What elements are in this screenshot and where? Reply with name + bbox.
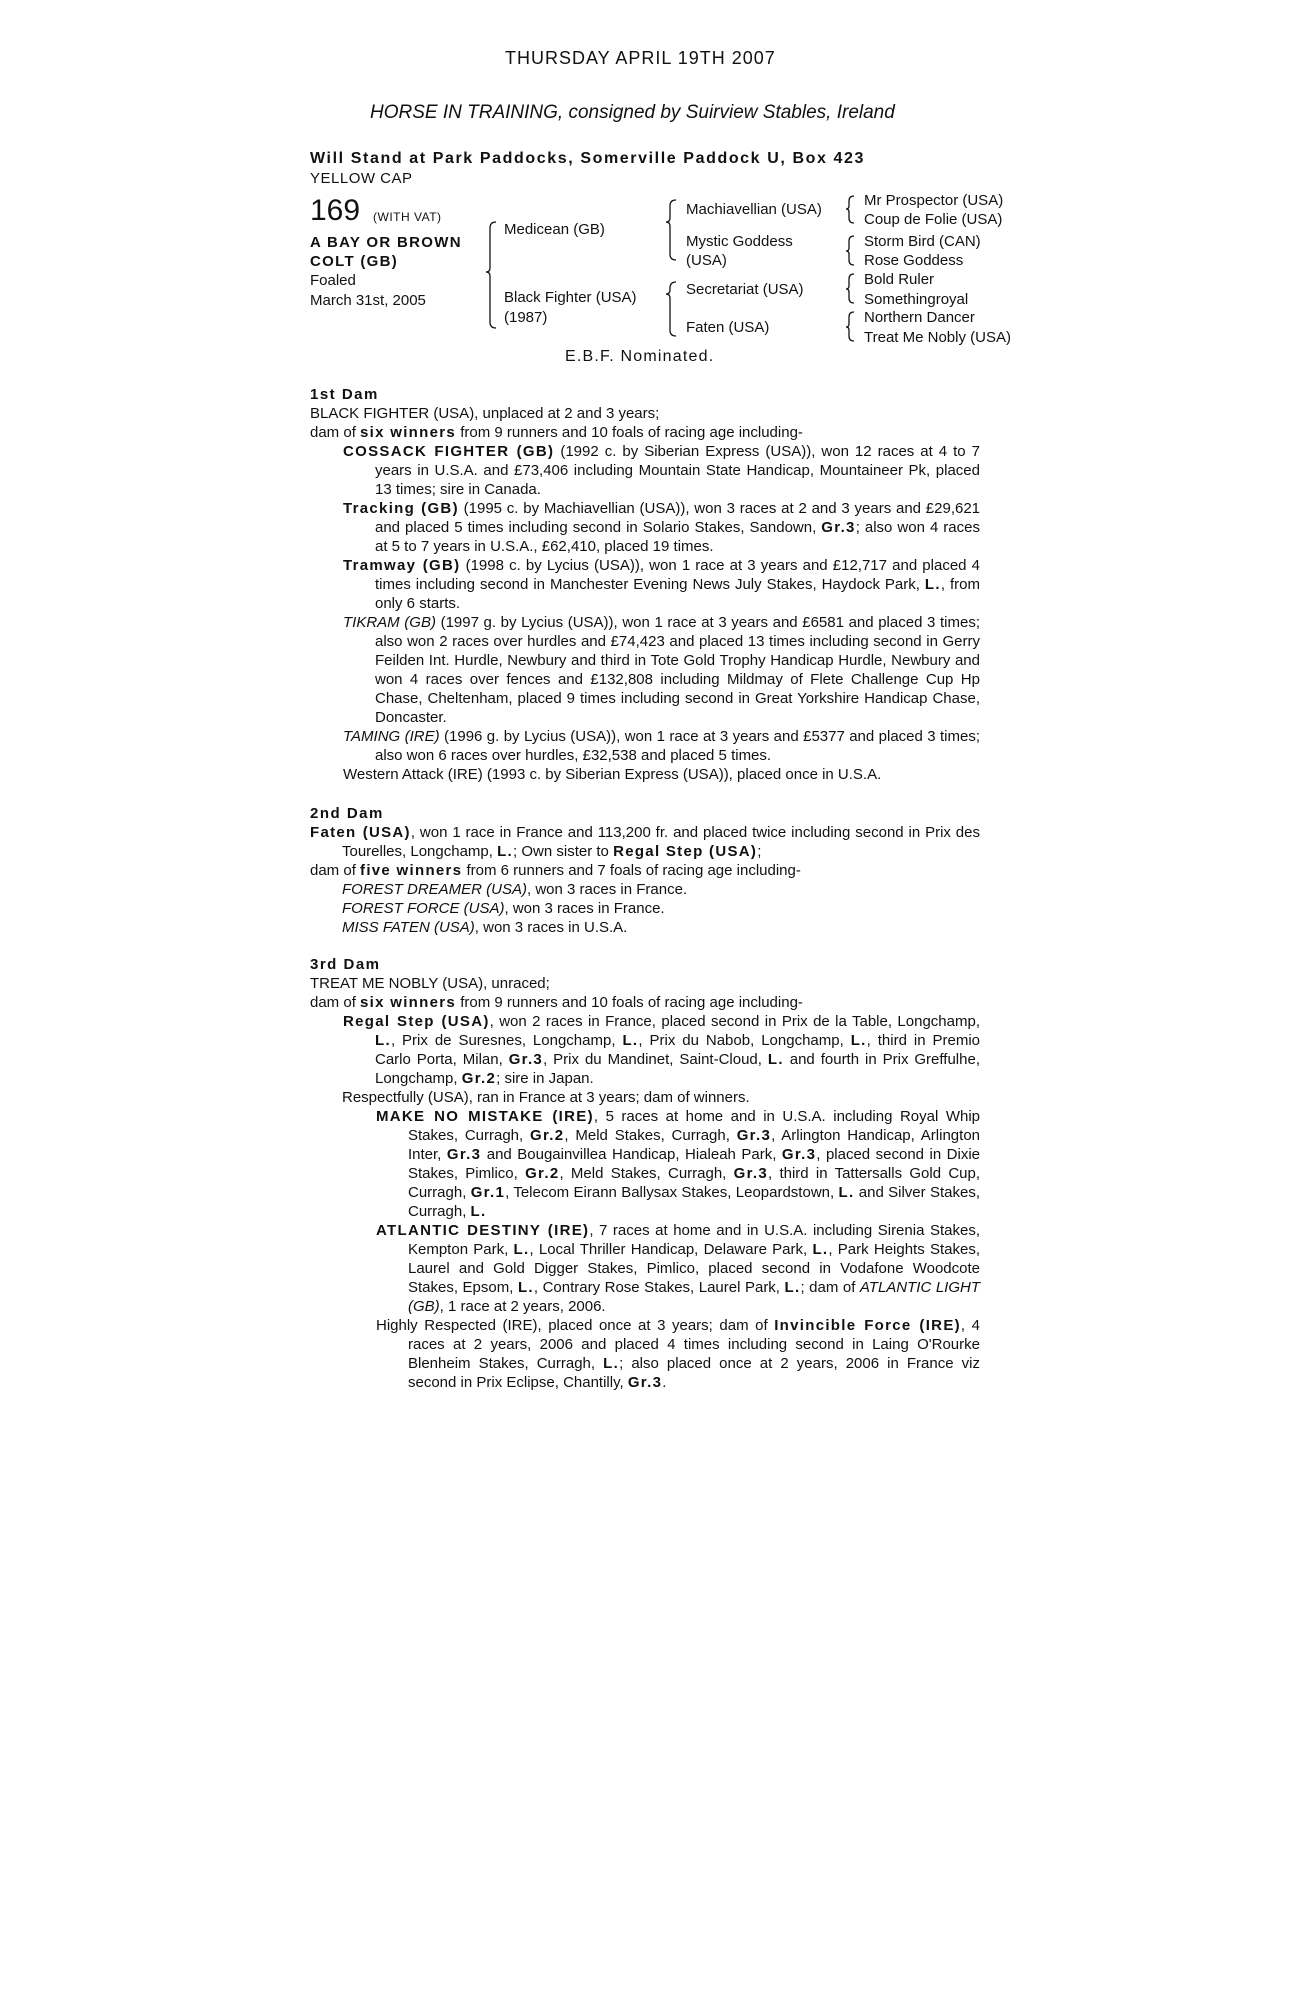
first-dam-heading: 1st Dam — [310, 386, 379, 403]
second-dam-line: Faten (USA), won 1 race in France and 113,200 fr. and placed twice including second in Prix des Tourelles, Longchamp, L.; Own sister to Regal Step (USA); — [310, 824, 980, 860]
pedigree-dss: Bold Ruler — [864, 271, 935, 288]
pedigree-dam-year: (1987) — [504, 309, 548, 326]
produce-entry: Western Attack (IRE) (1993 c. by Siberian Express (USA)), placed once in U.S.A. — [343, 766, 882, 783]
ebf-nominated: E.B.F. Nominated. — [565, 348, 715, 365]
pedigree-sss: Mr Prospector (USA) — [864, 192, 1004, 209]
pedigree-sire-dam-2: (USA) — [686, 252, 727, 269]
pedigree-braces — [0, 0, 1290, 360]
produce-entry: Highly Respected (IRE), placed once at 3 years; dam of Invincible Force (IRE), 4 races at 2 years, 2006 and placed 4 times including second in Laing O'Rourke Blenheim Stakes, Curragh, L.; also placed once at 2 years, 2006 in France viz second in Prix Eclipse, Chantilly, Gr.3. — [376, 1317, 980, 1391]
produce-entry: Respectfully (USA), ran in France at 3 years; dam of winners. — [342, 1089, 750, 1106]
produce-entry: FOREST DREAMER (USA), won 3 races in France. — [342, 881, 688, 898]
brace-dd — [846, 312, 854, 341]
first-dam-section — [310, 385, 980, 784]
cap-colour: YELLOW CAP — [310, 170, 413, 187]
produce-entry: Tracking (GB) (1995 c. by Machiavellian (USA)), won 3 races at 2 and 3 years and £29,621 and placed 5 times including second in Solario Stakes, Sandown, Gr.3; also won 4 races at 5 to 7 years in U.S.A., £62,410, placed 19 times. — [343, 500, 981, 555]
pedigree-dam-sire: Secretariat (USA) — [686, 281, 804, 298]
consignor-line: HORSE IN TRAINING, consigned by Suirview Stables, Ireland — [370, 102, 895, 123]
produce-entry: TAMING (IRE) (1996 g. by Lycius (USA)), won 1 race at 3 years and £5377 and placed 3 times; also won 6 races over hurdles, £32,538 and placed 5 times. — [343, 728, 980, 764]
first-dam-produce-line: dam of six winners from 9 runners and 10 foals of racing age including- — [310, 424, 803, 441]
third-dam-line: TREAT ME NOBLY (USA), unraced; — [310, 975, 550, 992]
pedigree-sdd: Rose Goddess — [864, 252, 964, 269]
brace-ds — [846, 274, 854, 303]
produce-entry: COSSACK FIGHTER (GB) (1992 c. by Siberian Express (USA)), won 12 races at 4 to 7 years in U.S.A. and £73,406 including Mountain State Handicap, Mountaineer Pk, placed 13 times; sire in Canada. — [343, 443, 980, 498]
pedigree-dds: Northern Dancer — [864, 309, 975, 326]
produce-entry: MISS FATEN (USA), won 3 races in U.S.A. — [342, 919, 628, 936]
stand-location: Will Stand at Park Paddocks, Somerville Paddock U, Box 423 — [310, 150, 866, 167]
second-dam-heading: 2nd Dam — [310, 805, 384, 822]
third-dam-produce-line: dam of six winners from 9 runners and 10 foals of racing age including- — [310, 994, 803, 1011]
produce-entry: Regal Step (USA), won 2 races in France, placed second in Prix de la Table, Longchamp, L., Prix de Suresnes, Longchamp, L., Prix du Nabob, Longchamp, L., third in Premio Carlo Porta, Milan, Gr.3, Prix du Mandinet, Saint-Cloud, L. and fourth in Prix Greffulhe, Longchamp, Gr.2; sire in Japan. — [343, 1013, 980, 1087]
pedigree-ddd: Treat Me Nobly (USA) — [864, 329, 1011, 346]
lot-number: 169 — [310, 194, 361, 227]
pedigree-dam: Black Fighter (USA) — [504, 289, 637, 306]
foaled-label: Foaled — [310, 272, 356, 289]
produce-entry: ATLANTIC DESTINY (IRE), 7 races at home and in U.S.A. including Sirenia Stakes, Kempton Park, L., Local Thriller Handicap, Delaware Park, L., Park Heights Stakes, Laurel and Gold Digger Stakes, Pimlico, placed second in Vodafone Woodcote Stakes, Epsom, L., Contrary Rose Stakes, Laurel Park, L.; dam of ATLANTIC LIGHT (GB), 1 race at 2 years, 2006. — [376, 1222, 981, 1315]
brace-main — [486, 222, 496, 328]
produce-entry: Tramway (GB) (1998 c. by Lycius (USA)), won 1 race at 3 years and £12,717 and placed 4 times including second in Manchester Evening News July Stakes, Haydock Park, L., from only 6 starts. — [343, 557, 980, 612]
third-dam-section — [310, 955, 980, 1392]
pedigree-dam-dam: Faten (USA) — [686, 319, 770, 336]
pedigree-sire: Medicean (GB) — [504, 221, 605, 238]
horse-description-1: A BAY OR BROWN — [310, 234, 462, 251]
pedigree-sire-sire: Machiavellian (USA) — [686, 201, 822, 218]
produce-entry: FOREST FORCE (USA), won 3 races in France. — [342, 900, 665, 917]
pedigree-dsd: Somethingroyal — [864, 291, 969, 308]
pedigree-ssd: Coup de Folie (USA) — [864, 211, 1003, 228]
second-dam-produce-line: dam of five winners from 6 runners and 7 foals of racing age including- — [310, 862, 801, 879]
date-heading: THURSDAY APRIL 19TH 2007 — [505, 48, 776, 68]
brace-dam — [666, 282, 676, 336]
pedigree-sds: Storm Bird (CAN) — [864, 233, 981, 250]
produce-entry: TIKRAM (GB) (1997 g. by Lycius (USA)), won 1 race at 3 years and £6581 and placed 3 times; also won 2 races over hurdles and £74,423 and placed 13 times including second in Gerry Feilden Int. Hurdle, Newbury and third in Tote Gold Trophy Handicap Hurdle, Newbury and won 4 races over fences and £132,808 including Mildmay of Flete Challenge Cup Hp Chase, Cheltenham, placed 9 times including second in Great Yorkshire Handicap Chase, Doncaster. — [343, 614, 981, 726]
pedigree-sire-dam: Mystic Goddess — [686, 233, 793, 250]
produce-entry: MAKE NO MISTAKE (IRE), 5 races at home and in U.S.A. including Royal Whip Stakes, Curragh, Gr.2, Meld Stakes, Curragh, Gr.3, Arlington Handicap, Arlington Inter, Gr.3 and Bougainvillea Handicap, Hialeah Park, Gr.3, placed second in Dixie Stakes, Pimlico, Gr.2, Meld Stakes, Curragh, Gr.3, third in Tattersalls Gold Cup, Curragh, Gr.1, Telecom Eirann Ballysax Stakes, Leopardstown, L. and Silver Stakes, Curragh, L. — [376, 1108, 981, 1220]
brace-sd — [846, 236, 854, 265]
third-dam-heading: 3rd Dam — [310, 956, 381, 973]
foaled-date: March 31st, 2005 — [310, 292, 426, 309]
first-dam-line: BLACK FIGHTER (USA), unplaced at 2 and 3 years; — [310, 405, 660, 422]
horse-description-2: COLT (GB) — [310, 253, 399, 270]
brace-sire — [666, 200, 676, 260]
second-dam-section — [310, 804, 980, 937]
vat-note: (WITH VAT) — [373, 210, 442, 224]
brace-ss — [846, 196, 854, 223]
